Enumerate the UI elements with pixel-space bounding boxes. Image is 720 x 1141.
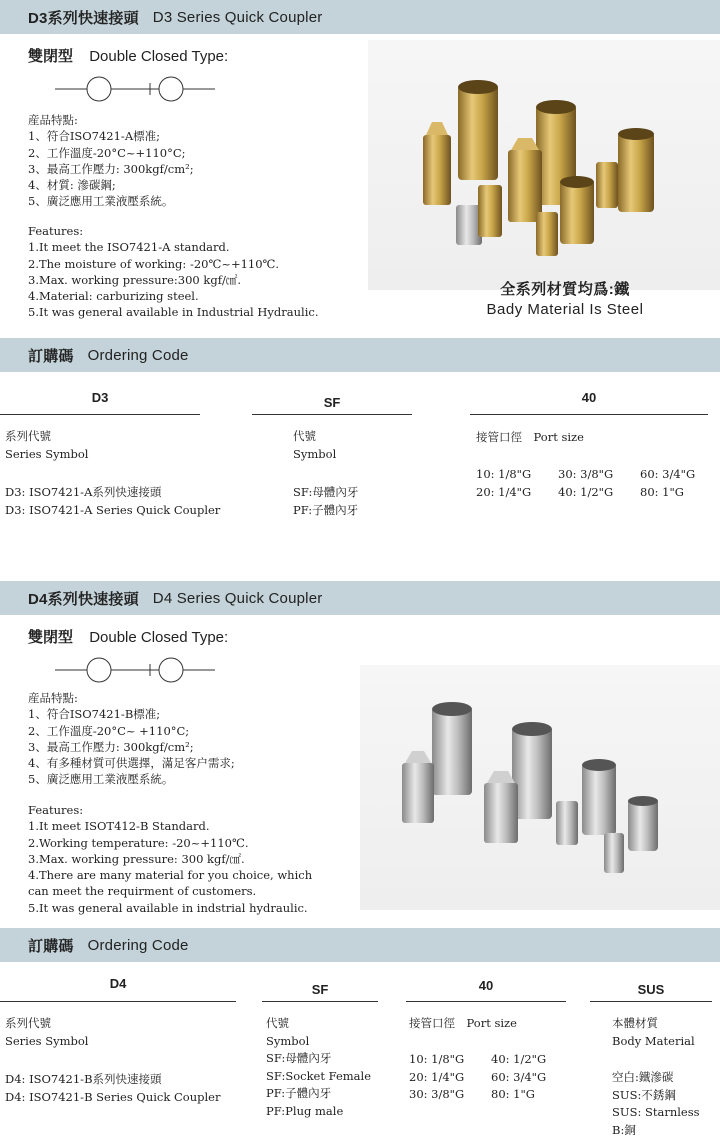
d3-type-en: Double Closed Type: — [89, 48, 229, 65]
d3-header-zh: D3系列快速接頭 — [28, 9, 139, 27]
d3-code-symbol: SF — [323, 395, 341, 410]
d3-code-rule — [252, 414, 412, 415]
d4-series-label-en: Series Symbol — [5, 1033, 89, 1048]
d4-feature-en-item: can meet the requirment of customers. — [28, 884, 257, 899]
d3-features-en — [28, 223, 318, 321]
d3-ordering-en: Ordering Code — [87, 346, 189, 364]
d4-port-cell: 40: 1/2"G — [491, 1052, 547, 1066]
d4-port-label: 接管口徑 Port size — [409, 1016, 517, 1030]
d4-material-labels — [612, 1015, 695, 1050]
d4-ordering-header — [0, 928, 720, 962]
d3-symbol-label-en: Symbol — [293, 446, 337, 461]
d4-symbol-item: PF:子體內牙 — [266, 1086, 332, 1100]
d3-section-header — [0, 0, 720, 34]
d4-series-labels — [5, 1015, 88, 1050]
d4-feature-en-item: 2.Working temperature: -20~+110℃. — [28, 835, 249, 850]
d4-type-line — [28, 626, 228, 647]
d3-series-desc — [5, 484, 220, 519]
d3-coupler-symbol-icon — [55, 74, 215, 104]
d3-port-label: 接管口徑 Port size — [476, 430, 584, 444]
d4-symbol-item: PF:Plug male — [266, 1103, 344, 1118]
d4-material-items — [612, 1069, 700, 1139]
d3-photo-caption — [440, 278, 690, 318]
d4-material-label-zh: 本體材質 — [612, 1016, 658, 1030]
d4-feature-zh-item: 5、廣泛應用工業液壓系統。 — [28, 772, 174, 787]
d3-type-zh: 雙閉型 — [28, 48, 74, 65]
d3-product-photo — [368, 40, 720, 290]
d4-port-cell: 80: 1"G — [491, 1087, 535, 1101]
d3-feature-en-item: 3.Max. working pressure:300 kgf/㎠. — [28, 272, 242, 287]
d4-ordering-zh: 訂購碼 — [28, 937, 74, 955]
d4-port-cell: 30: 3/8"G — [409, 1087, 465, 1101]
d3-type-line — [28, 45, 228, 66]
d4-material-item: SUS: Starnless — [612, 1105, 700, 1119]
d3-features-en-title: Features: — [28, 224, 84, 238]
d4-feature-en-item: 4.There are many material for you choice, which — [28, 868, 313, 883]
d4-feature-en-item: 3.Max. working pressure: 300 kgf/㎠. — [28, 851, 245, 866]
d4-product-photo — [360, 665, 720, 910]
d3-port-cell: 20: 1/4"G — [476, 484, 532, 499]
d4-material-item: SUS:不銹鋼 — [612, 1087, 676, 1102]
d4-material-label-en: Body Material — [612, 1033, 695, 1048]
d3-feature-zh-item: 1、符合ISO7421-A標准; — [28, 129, 160, 144]
d4-code-rule — [0, 1001, 236, 1002]
d3-port-cell: 10: 1/8"G — [476, 467, 532, 481]
d3-port-cell: 40: 1/2"G — [558, 484, 614, 499]
d3-code-port: 40 — [581, 390, 597, 405]
d3-feature-en-item: 1.It meet the ISO7421-A standard. — [28, 240, 230, 255]
d3-header-en: D3 Series Quick Coupler — [152, 8, 323, 26]
d4-features-en-title: Features: — [28, 803, 84, 817]
d3-feature-en-item: 5.It was general available in Industrial Hydraulic. — [28, 305, 319, 320]
d3-symbol-items — [293, 484, 358, 519]
d4-port-cell: 60: 3/4"G — [491, 1069, 547, 1084]
d3-ordering-zh: 訂購碼 — [28, 347, 74, 365]
d3-feature-zh-item: 5、廣泛應用工業液壓系統。 — [28, 194, 174, 209]
d4-code-rule — [262, 1001, 378, 1002]
d4-port-cell: 10: 1/8"G — [409, 1052, 465, 1066]
d4-series-desc-en: D4: ISO7421-B Series Quick Coupler — [5, 1089, 221, 1104]
d4-series-label-zh: 系列代號 — [5, 1016, 51, 1030]
d3-series-label-zh: 系列代號 — [5, 429, 51, 443]
d4-symbol-column — [266, 1015, 371, 1120]
d3-code-rule — [470, 414, 708, 415]
d4-port-cell: 20: 1/4"G — [409, 1069, 465, 1084]
d4-code-rule — [590, 1001, 712, 1002]
d4-symbol-item: SF:Socket Female — [266, 1068, 372, 1083]
d3-feature-en-item: 2.The moisture of working: -20℃~+110℃. — [28, 256, 280, 271]
d3-ordering-header — [0, 338, 720, 372]
d4-section-header — [0, 581, 720, 615]
d4-feature-zh-item: 4、有多種材質可供選擇，滿足客户需求; — [28, 756, 235, 771]
d3-port-cell: 60: 3/4"G — [640, 467, 696, 481]
d4-feature-zh-item: 2、工作溫度-20°C~ +110°C; — [28, 723, 190, 738]
d4-features-zh — [28, 690, 235, 788]
d4-code-symbol: SF — [311, 982, 329, 997]
d3-port-cell: 80: 1"G — [640, 484, 684, 499]
d4-ordering-en: Ordering Code — [87, 936, 189, 954]
d4-code-rule — [406, 1001, 566, 1002]
d3-feature-zh-item: 3、最高工作壓力: 300kgf/cm²; — [28, 161, 194, 176]
d4-symbol-label-zh: 代號 — [266, 1016, 289, 1030]
d4-feature-en-item: 1.It meet ISOT412-B Standard. — [28, 819, 210, 834]
d4-series-desc — [5, 1071, 220, 1106]
d3-features-zh-title: 産品特點: — [28, 113, 78, 127]
d3-port-cell: 30: 3/8"G — [558, 467, 614, 481]
d3-port-table — [476, 466, 716, 501]
d4-code-series: D4 — [109, 976, 127, 991]
d4-type-zh: 雙閉型 — [28, 629, 74, 646]
d4-features-en — [28, 802, 312, 916]
d4-symbol-item: SF:母體內牙 — [266, 1051, 332, 1065]
d4-code-material: SUS — [637, 982, 665, 997]
d3-feature-en-item: 4.Material: carburizing steel. — [28, 289, 199, 304]
d3-series-desc-zh: D3: ISO7421-A系列快速接頭 — [5, 485, 162, 499]
d3-code-series: D3 — [91, 390, 109, 405]
d4-header-en: D4 Series Quick Coupler — [152, 589, 323, 607]
d3-code-rule — [0, 414, 200, 415]
d4-header-zh: D4系列快速接頭 — [28, 590, 139, 608]
d3-symbol-item: PF:子體內牙 — [293, 502, 359, 517]
d3-feature-zh-item: 4、材質: 滲碳鋼; — [28, 178, 116, 193]
d3-symbol-label-zh: 代號 — [293, 429, 316, 443]
d3-symbol-item: SF:母體內牙 — [293, 485, 359, 499]
d4-port-table — [409, 1051, 579, 1104]
d3-feature-zh-item: 2、工作溫度-20°C~+110°C; — [28, 145, 186, 160]
d4-material-item: 空白:鐵滲碳 — [612, 1070, 674, 1084]
d3-couplers-image — [368, 40, 720, 290]
d4-features-zh-title: 産品特點: — [28, 691, 78, 705]
d4-type-en: Double Closed Type: — [89, 629, 229, 646]
d4-material-item: B:銅 — [612, 1122, 636, 1137]
d4-code-port: 40 — [478, 978, 494, 993]
d4-feature-en-item: 5.It was general available in indstrial hydraulic. — [28, 900, 308, 915]
d4-feature-zh-item: 3、最高工作壓力: 300kgf/cm²; — [28, 739, 194, 754]
d4-series-desc-zh: D4: ISO7421-B系列快速接頭 — [5, 1072, 162, 1086]
d4-feature-zh-item: 1、符合ISO7421-B標准; — [28, 707, 161, 722]
d3-series-desc-en: D3: ISO7421-A Series Quick Coupler — [5, 502, 221, 517]
d3-features-zh — [28, 112, 194, 210]
d4-couplers-image — [360, 665, 720, 910]
d3-caption-zh: 全系列材質均爲:鐵 — [500, 281, 630, 298]
d4-symbol-label-en: Symbol — [266, 1033, 310, 1048]
d4-coupler-symbol-icon — [55, 655, 215, 685]
d3-series-labels — [5, 428, 88, 463]
d3-series-label-en: Series Symbol — [5, 446, 89, 461]
d3-symbol-labels — [293, 428, 336, 463]
d3-caption-en: Bady Material Is Steel — [486, 301, 644, 318]
